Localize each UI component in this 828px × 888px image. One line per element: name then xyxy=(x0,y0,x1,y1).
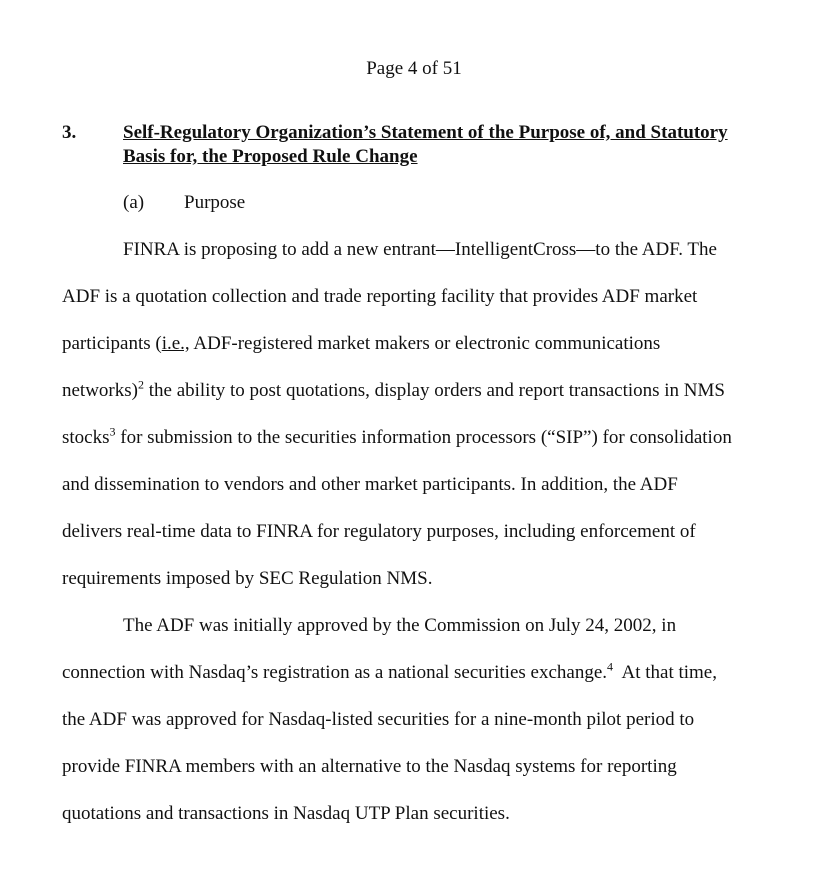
paragraph-1-line-8: requirements imposed by SEC Regulation NMS. xyxy=(62,568,433,589)
paragraph-1-line-4 xyxy=(62,379,725,403)
paragraph-2-line-2 xyxy=(62,661,717,685)
page-number: Page 4 of 51 xyxy=(366,58,462,79)
footnote-ref-4: 4 xyxy=(607,659,614,674)
text-run: the ability to post quotations, display orders and report transactions in NMS xyxy=(143,380,725,401)
text-run: participants ( xyxy=(62,333,162,354)
paragraph-1-line-5 xyxy=(62,426,732,450)
text-run: At that time, xyxy=(613,662,717,683)
paragraph-2-line-1: The ADF was initially approved by the Commission on July 24, 2002, in xyxy=(123,615,677,636)
section-heading-line-2: Basis for, the Proposed Rule Change xyxy=(123,146,418,167)
subsection-title: Purpose xyxy=(184,192,246,213)
paragraph-2-line-4: provide FINRA members with an alternative to the Nasdaq systems for reporting xyxy=(62,756,677,777)
paragraph-1-line-3 xyxy=(62,332,660,356)
section-heading-line-1: Self-Regulatory Organization’s Statement of the Purpose of, and Statutory xyxy=(123,122,728,143)
text-run: for submission to the securities information processors (“SIP”) for consolidation xyxy=(115,427,732,448)
paragraph-1-line-6: and dissemination to vendors and other market participants. In addition, the ADF xyxy=(62,474,678,495)
section-heading xyxy=(123,121,793,169)
footnote-ref-2: 2 xyxy=(137,377,144,392)
text-run: networks) xyxy=(62,380,138,401)
text-run: connection with Nasdaq’s registration as a national securities exchange. xyxy=(62,662,608,683)
text-run: ADF-registered market makers or electronic communications xyxy=(189,333,661,354)
paragraph-2-line-3: the ADF was approved for Nasdaq-listed securities for a nine-month pilot period to xyxy=(62,709,695,730)
section-number: 3. xyxy=(62,122,77,143)
paragraph-1-line-2: ADF is a quotation collection and trade reporting facility that provides ADF market xyxy=(62,286,698,307)
paragraph-2-line-5: quotations and transactions in Nasdaq UTP Plan securities. xyxy=(62,803,510,824)
subsection-label: (a) xyxy=(123,192,145,213)
footnote-ref-3: 3 xyxy=(109,424,116,439)
paragraph-1-line-1: FINRA is proposing to add a new entrant—IntelligentCross—to the ADF. The xyxy=(123,239,717,260)
paragraph-1-line-7: delivers real-time data to FINRA for regulatory purposes, including enforcement of xyxy=(62,521,696,542)
text-run: stocks xyxy=(62,427,110,448)
ie-abbreviation: i.e., xyxy=(161,333,190,354)
